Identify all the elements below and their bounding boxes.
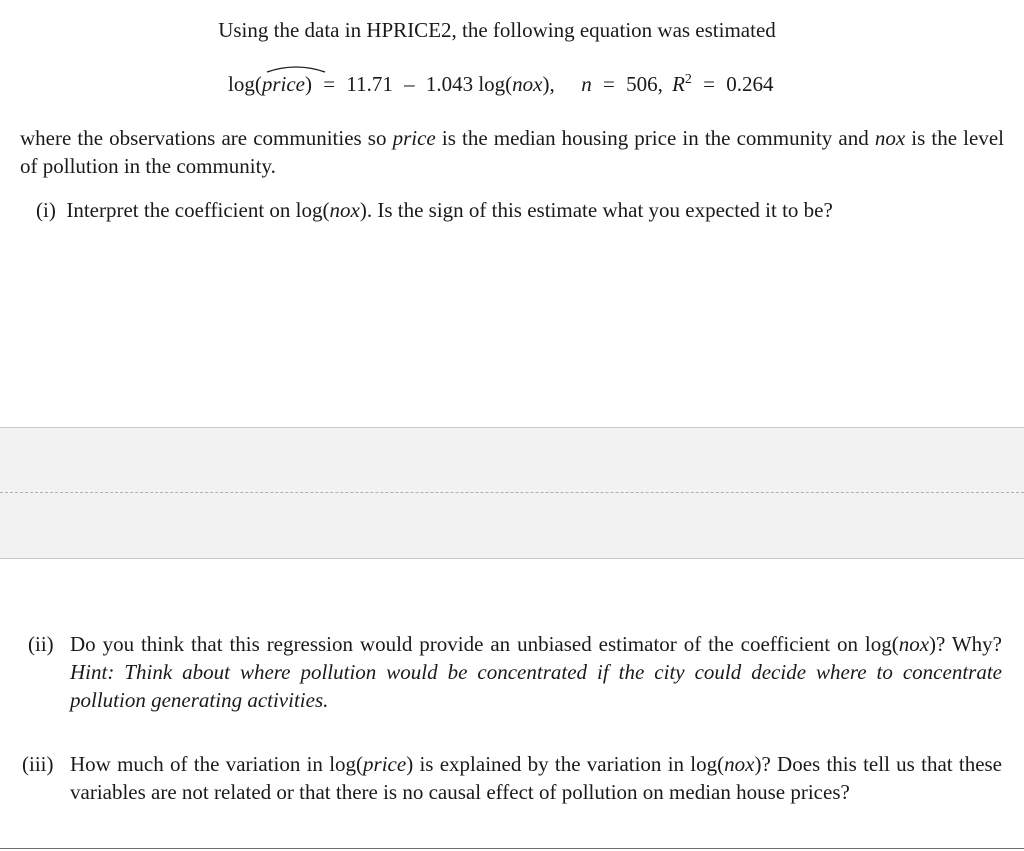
n-label: n [581,72,592,96]
lhs-close-paren: ) [305,72,312,96]
equals-sign: = [323,72,336,96]
question-ii-text-b: )? Why? [929,632,1002,656]
r2-exponent: 2 [684,72,692,87]
para-text-2: is the median housing price in the community and [435,126,875,150]
n-value: 506 [626,72,658,96]
question-iii-var-price: price [363,752,407,776]
regression-equation [228,72,774,97]
question-ii-hint-label: Hint: [70,660,115,684]
question-iii-number: (iii) [22,752,54,776]
answer-input-area[interactable] [0,427,1024,559]
n-equals: = [603,72,615,96]
rhs-log: log [478,72,506,96]
question-ii-var: nox [898,632,930,656]
slope-value: 1.043 [425,72,474,96]
para-nox-var: nox [874,126,906,150]
rhs-open-paren: ( [505,72,513,96]
question-iii-text [70,750,1002,806]
para-text-3: is the level of pollution in the community. [20,126,1004,178]
question-iii-var-nox: nox [724,752,755,776]
question-i-text-a: Interpret the coefficient on log( [66,198,330,222]
intercept-value: 11.71 [346,72,393,96]
intro-sentence: Using the data in HPRICE2, the following equation was estimated [218,18,776,42]
price-hat-wrap [262,72,305,97]
r2-equals: = [703,72,716,96]
question-i-text-b: ). Is the sign of this estimate what you expected it to be? [359,198,833,222]
question-ii-hint: Think about where pollution would be concentrated if the city could decide where to concentrate pollution generating activities. [70,660,1002,712]
lhs-log: log [228,72,255,96]
question-i [36,198,996,223]
para-price-var: price [392,126,436,150]
context-paragraph [20,124,1004,180]
minus-sign: – [404,72,415,96]
question-iii-text-b: ) is explained by the variation in log( [406,752,725,776]
hat-accent-icon [266,62,326,74]
rhs-close-paren: ), [542,72,555,96]
question-iii [22,750,1002,840]
question-ii-text-a: Do you think that this regression would provide an unbiased estimator of the coefficient on log( [70,632,899,656]
bottom-divider [0,848,1024,849]
lhs-open-paren: ( [254,72,262,96]
answer-divider [0,492,1024,493]
r2-label: R [672,72,685,96]
question-i-var: nox [329,198,360,222]
question-ii [26,630,1002,720]
question-i-number: (i) [36,198,56,222]
lhs-price-var: price [261,72,305,96]
rhs-nox-var: nox [512,72,543,96]
para-text-1: where the observations are communities so [20,126,393,150]
question-ii-number: (ii) [28,632,54,656]
question-iii-text-a: How much of the variation in log( [70,752,364,776]
r2-value: 0.264 [726,72,774,96]
question-iii-text-c: )? Does this tell us that these variables are not related or that there is no causal effect of pollution on median house prices? [70,752,1003,804]
question-ii-text [70,630,1002,714]
eq-comma: , [657,72,663,96]
